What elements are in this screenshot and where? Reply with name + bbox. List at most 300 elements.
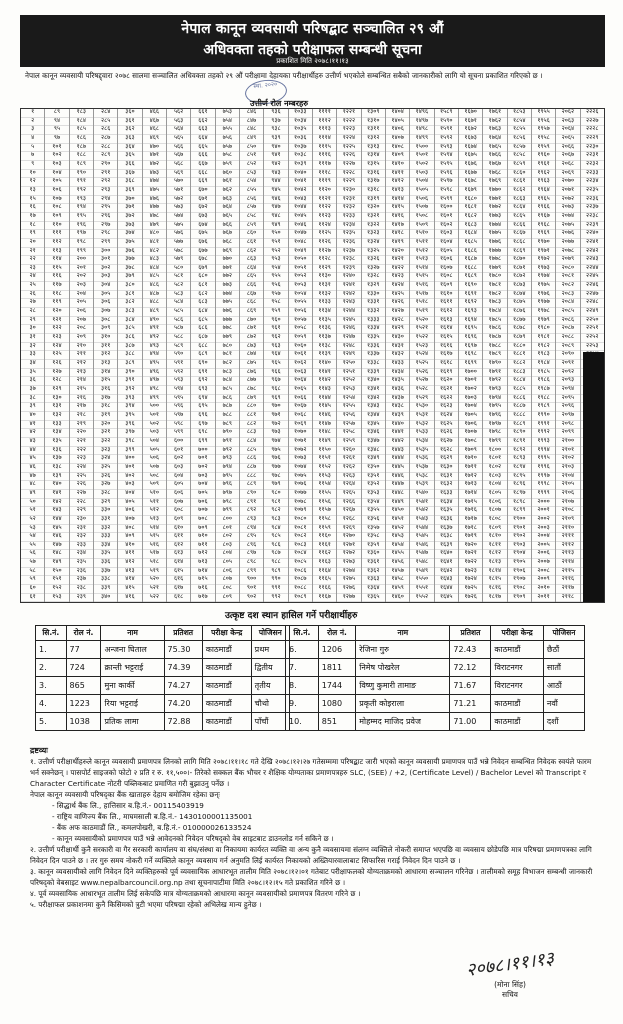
roll-number: १२५०	[337, 360, 360, 369]
roll-number: ७६१	[216, 178, 239, 187]
signatory-name: (मोना सिंह)	[494, 980, 526, 989]
roll-number: १३५	[45, 438, 68, 447]
roll-number: ९५२	[264, 248, 287, 257]
roll-number: १५९५	[435, 161, 458, 170]
roll-number: ८७४	[240, 351, 263, 360]
roll-number: ४९८	[143, 386, 166, 395]
roll-number: १८६५	[508, 213, 531, 222]
roll-number: १९०	[70, 170, 93, 179]
roll-number: ५०९	[143, 481, 166, 490]
roll-number: ९५	[45, 126, 68, 135]
roll-number: १५३३	[410, 429, 433, 438]
roll-number: १०४९	[289, 248, 312, 257]
roll-number: १३५०	[362, 464, 385, 473]
roll-number: १४२५	[386, 291, 409, 300]
roll-number: १८५६	[508, 135, 531, 144]
roll-number: ३३०	[94, 507, 117, 516]
roll-number: २००१	[532, 507, 555, 516]
roll-number: १११७	[313, 161, 336, 170]
roll-number: १५३	[45, 594, 68, 603]
roll-number: १७९७	[483, 421, 506, 430]
roll-number: ३१	[21, 334, 44, 343]
roll-number: ११६०	[313, 533, 336, 542]
roll-number: ११५५	[313, 490, 336, 499]
roll-number: १४९९	[410, 135, 433, 144]
roll-number: ३८२	[118, 299, 141, 308]
roll-number: १९८७	[532, 386, 555, 395]
roll-number: २२३३	[581, 170, 604, 179]
roll-number: १३९	[45, 473, 68, 482]
roll-number: २०९४	[556, 386, 579, 395]
roll-number: ८५४	[240, 178, 263, 187]
roll-number: ६१२	[167, 542, 190, 551]
roll-number: २०	[21, 239, 44, 248]
roll-number: १५३२	[410, 421, 433, 430]
roll-number: ८८७	[240, 464, 263, 473]
roll-number: १२४१	[337, 282, 360, 291]
roll-number: १८६३	[508, 196, 531, 205]
col-name: नाम	[356, 626, 450, 641]
roll-number: १७२१	[459, 550, 482, 559]
bank-account-2: - राष्ट्रिय वाणिज्य बैंक लि., माघमसाली ब.हि.नं.- 1430100001135001	[52, 812, 253, 821]
roll-number: ६७४	[191, 222, 214, 231]
roll-number: १२५४	[337, 395, 360, 404]
roll-number: ३३४	[94, 542, 117, 551]
cell-center: काठमाडौं	[202, 641, 251, 659]
roll-number: १७८८	[483, 343, 506, 352]
roll-number: १२७४	[337, 568, 360, 577]
roll-number: ५२०	[143, 576, 166, 585]
roll-number: १८४	[70, 118, 93, 127]
roll-column	[216, 109, 240, 602]
roll-number: ३६३	[118, 135, 141, 144]
roll-number: २०१	[70, 265, 93, 274]
roll-number: ७८९	[216, 421, 239, 430]
roll-number: १२४९	[337, 351, 360, 360]
roll-number: १४४८	[386, 490, 409, 499]
roll-number: १२४३	[337, 299, 360, 308]
roll-number: १२२७	[337, 161, 360, 170]
roll-number: ८९९	[240, 568, 263, 577]
roll-number: १२६३	[337, 473, 360, 482]
roll-number: २९९	[94, 239, 117, 248]
roll-number: १८१४	[483, 568, 506, 577]
roll-number: ३९२	[118, 386, 141, 395]
roll-number: १२७६	[337, 585, 360, 594]
roll-number: ३२८	[94, 490, 117, 499]
roll-number: ११३१	[313, 282, 336, 291]
roll-number: १२५	[45, 351, 68, 360]
roll-number: १२३०	[337, 187, 360, 196]
roll-number: ६८५	[191, 317, 214, 326]
roll-number: ८६६	[240, 282, 263, 291]
roll-number: ८०१	[216, 525, 239, 534]
roll-number: ६१६	[167, 576, 190, 585]
roll-number: १४७	[45, 542, 68, 551]
roll-number: १४१४	[386, 196, 409, 205]
roll-number: १५४०	[410, 490, 433, 499]
roll-number: ५८४	[167, 299, 190, 308]
roll-number: १८७४	[508, 291, 531, 300]
roll-number: १३५८	[362, 533, 385, 542]
roll-number: १२६	[45, 360, 68, 369]
roll-number: १३५५	[362, 507, 385, 516]
roll-number: १५१९	[410, 308, 433, 317]
roll-number: ७८७	[216, 403, 239, 412]
cell-pct: 75.30	[164, 641, 202, 659]
roll-number: ८६५	[240, 273, 263, 282]
cell-name: विष्णु कुमारी तामाङ	[356, 677, 450, 695]
roll-number: १९९	[70, 248, 93, 257]
roll-number: १११९	[313, 178, 336, 187]
stamp-text: स्था. २०२०	[253, 80, 278, 91]
roll-number: १४०	[45, 481, 68, 490]
roll-number: ३६२	[118, 126, 141, 135]
roll-number: २१८	[70, 412, 93, 421]
roll-number: १७२३	[459, 568, 482, 577]
roll-number: ५१६	[143, 542, 166, 551]
roll-number: ५४	[21, 533, 44, 542]
roll-number: १६९८	[459, 351, 482, 360]
roll-number: ११२५	[313, 230, 336, 239]
roll-number: ९५३	[264, 256, 287, 265]
roll-number: १२३८	[337, 256, 360, 265]
roll-number: २०८६	[556, 317, 579, 326]
roll-number: ७९५	[216, 473, 239, 482]
roll-number: २२१	[70, 438, 93, 447]
roll-number: १३४८	[362, 447, 385, 456]
roll-number: १३३८	[362, 360, 385, 369]
roll-number: ४१४	[118, 576, 141, 585]
roll-number: ११२८	[313, 256, 336, 265]
roll-number: २३७	[70, 576, 93, 585]
roll-number: १७१५	[459, 499, 482, 508]
roll-number: ११३७	[313, 334, 336, 343]
roll-number: १६३०	[435, 464, 458, 473]
roll-number: ४६८	[143, 126, 166, 135]
roll-number: १२४५	[337, 317, 360, 326]
roll-number: १४२९	[386, 325, 409, 334]
roll-number: १९६३	[532, 178, 555, 187]
roll-number: १२०	[45, 308, 68, 317]
roll-number: ७५९	[216, 161, 239, 170]
roll-number: ६०	[21, 585, 44, 594]
roll-number: १४४२	[386, 438, 409, 447]
roll-number: १३५३	[362, 490, 385, 499]
roll-number: १०५०	[289, 256, 312, 265]
roll-number: १६९०	[459, 282, 482, 291]
col-roll: रोल नं.	[66, 626, 101, 641]
roll-number: १२४६	[337, 325, 360, 334]
roll-number: ६०५	[167, 481, 190, 490]
roll-number: १८६९	[508, 248, 531, 257]
roll-number: ८५७	[240, 204, 263, 213]
roll-number: ९८९	[264, 568, 287, 577]
roll-number: १२१	[45, 317, 68, 326]
roll-number: ११५६	[313, 499, 336, 508]
roll-number: २२४०	[581, 230, 604, 239]
roll-column	[483, 109, 507, 602]
roll-number: २९४	[94, 196, 117, 205]
roll-number: २१९	[70, 421, 93, 430]
roll-number: १३२	[45, 412, 68, 421]
roll-number: ३७६	[118, 248, 141, 257]
roll-number: ७०२	[191, 464, 214, 473]
roll-number: १७६८	[483, 170, 506, 179]
roll-number: ३६४	[118, 144, 141, 153]
roll-number: १२८	[45, 377, 68, 386]
roll-number: १५८९	[435, 109, 458, 118]
roll-number: १०३	[45, 161, 68, 170]
roll-number: १६०९	[435, 282, 458, 291]
roll-number: ८७७	[240, 377, 263, 386]
roll-number: ३१०	[94, 334, 117, 343]
roll-number: २०९५	[556, 395, 579, 404]
roll-number: १७६४	[483, 135, 506, 144]
roll-number: १७१४	[459, 490, 482, 499]
roll-number: ७८५	[216, 386, 239, 395]
roll-number: २०६४	[556, 126, 579, 135]
roll-number: ९६०	[264, 317, 287, 326]
roll-number: ४१०	[118, 542, 141, 551]
roll-column	[508, 109, 532, 602]
roll-number: ५७३	[167, 204, 190, 213]
cell-name: प्रतिक लामा	[101, 713, 164, 731]
roll-number: १७	[21, 213, 44, 222]
roll-number: ५३	[21, 525, 44, 534]
roll-number: १८६७	[508, 230, 531, 239]
roll-number: ३८८	[118, 351, 141, 360]
roll-number: ८७२	[240, 334, 263, 343]
bank-account-1: - सिद्धार्थ बैंक लि., हात्तिसार ब.हि.नं.- 00115403919	[52, 801, 204, 810]
roll-number: १४९	[45, 559, 68, 568]
roll-number: २८	[21, 308, 44, 317]
roll-number: १९०८	[508, 585, 531, 594]
roll-number: १२६७	[337, 507, 360, 516]
roll-number: ९५५	[264, 273, 287, 282]
roll-number: २९६	[94, 213, 117, 222]
roll-number: ७७८	[216, 325, 239, 334]
roll-number: ३९३	[118, 395, 141, 404]
top-ten-table-left	[35, 625, 290, 731]
roll-number: १६८८	[459, 265, 482, 274]
roll-number: ५८९	[167, 343, 190, 352]
roll-number: ५६८	[167, 161, 190, 170]
roll-number: ५९५	[167, 395, 190, 404]
header-line-2: अधिवक्ता तहको परीक्षाफल सम्बन्धी सूचना	[203, 42, 422, 58]
roll-number: १६२२	[435, 395, 458, 404]
roll-number: ४८३	[143, 256, 166, 265]
roll-number: ९९१	[264, 585, 287, 594]
roll-number: २०८९	[556, 343, 579, 352]
roll-number: ६६८	[191, 170, 214, 179]
roll-number: १६८९	[459, 273, 482, 282]
cell-sn: 1.	[36, 641, 67, 659]
roll-number: १४३०	[386, 334, 409, 343]
roll-number: २३०	[70, 516, 93, 525]
roll-number: ८७६	[240, 369, 263, 378]
roll-number: २११	[70, 351, 93, 360]
roll-number: ५७४	[167, 213, 190, 222]
roll-number: १२३५	[337, 230, 360, 239]
roll-number: १८९१	[508, 438, 531, 447]
roll-number: ११३९	[313, 351, 336, 360]
roll-number: १९०९	[508, 594, 531, 603]
roll-number: १९७	[70, 230, 93, 239]
roll-number: १८५८	[508, 152, 531, 161]
roll-number: ४९९	[143, 395, 166, 404]
roll-number: ६८७	[191, 334, 214, 343]
roll-number: १०८०	[289, 516, 312, 525]
roll-number: २०६५	[556, 135, 579, 144]
roll-number: १३०	[45, 395, 68, 404]
roll-number: २००	[70, 256, 93, 265]
table-row	[286, 659, 585, 677]
roll-number: ९५७	[264, 291, 287, 300]
roll-number: १९१	[70, 178, 93, 187]
roll-number: १७९०	[483, 360, 506, 369]
roll-number: ५७७	[167, 239, 190, 248]
roll-number: १७८४	[483, 308, 506, 317]
roll-number: २२३७	[581, 204, 604, 213]
roll-number: १५२	[45, 585, 68, 594]
roll-number: ६०१	[167, 447, 190, 456]
note-1: १. उत्तीर्ण परीक्षार्थीहरुले कानून व्यवसायी प्रमाणपत्र लिनको लागि मिति २०७८।११।१८ गते देखि २०७८।१२।२७ गतेसम्ममा परिषद्बाट जारी भएको कानून व्यवसायी प्रमाणपत्र पाउँ भन्ने निवेदन सम्बन्धित निवेदक स्वयंले फारम भर्न सक्नेछन् । पासपोर्ट साइजको फोटो २ प्रति र रु. ११,५००।- तिरेको सक्कल बैंक भौचर र शैक्षिक योग्यताका प्रमाणपत्रहरु SLC, (SEE) / +2, (Certificate Level) / Bachelor Level को Transcript र Character Certificate नोटरी पब्लिकबाट प्रमाणित गरी बुझाउनु पर्नेछ ।	[30, 757, 592, 788]
roll-number: ४९२	[143, 334, 166, 343]
roll-number: ९००	[240, 576, 263, 585]
roll-number: २००५	[532, 542, 555, 551]
roll-number: १५९४	[435, 152, 458, 161]
roll-number: ७७७	[216, 317, 239, 326]
roll-number: ७८०	[216, 343, 239, 352]
roll-number: ३८४	[118, 317, 141, 326]
roll-number: ९४६	[264, 196, 287, 205]
roll-number: २३४	[70, 550, 93, 559]
roll-number: १६३७	[435, 525, 458, 534]
roll-number: १५२९	[410, 395, 433, 404]
roll-number: २०११	[532, 594, 555, 603]
roll-number: ४८१	[143, 239, 166, 248]
roll-number: १९७६	[532, 291, 555, 300]
roll-number: ४८०	[143, 230, 166, 239]
roll-number: ११४२	[313, 377, 336, 386]
roll-number: ४०३	[118, 481, 141, 490]
roll-number: १३३४	[362, 325, 385, 334]
roll-number: ९८०	[264, 490, 287, 499]
roll-number: २१०६	[556, 490, 579, 499]
cell-center: काठमाडौं	[202, 659, 251, 677]
roll-column	[337, 109, 361, 602]
roll-number: ५७१	[167, 187, 190, 196]
roll-number: १५४७	[410, 550, 433, 559]
roll-number: २२५१	[581, 325, 604, 334]
roll-number: ९७८	[264, 473, 287, 482]
roll-number: ७९१	[216, 438, 239, 447]
roll-number: ३८५	[118, 325, 141, 334]
roll-number: ७०७	[191, 507, 214, 516]
roll-number: ७५५	[216, 126, 239, 135]
roll-number: ४०२	[118, 473, 141, 482]
roll-number: १९५६	[532, 118, 555, 127]
roll-number: १३६२	[362, 568, 385, 577]
roll-column	[94, 109, 118, 602]
roll-number: १७८७	[483, 334, 506, 343]
roll-number: ७५७	[216, 144, 239, 153]
notes-section	[30, 745, 600, 910]
roll-number: १७९८	[483, 429, 506, 438]
roll-number: १६०२	[435, 222, 458, 231]
roll-number: २२२८	[581, 126, 604, 135]
roll-number: १८	[21, 222, 44, 231]
roll-number: १८५७	[508, 144, 531, 153]
roll-number: २०४	[70, 291, 93, 300]
roll-number: १५९३	[435, 144, 458, 153]
roll-number: ९९२	[264, 594, 287, 603]
roll-number: ५६७	[167, 152, 190, 161]
roll-number: १५१७	[410, 291, 433, 300]
roll-number: १४४९	[386, 499, 409, 508]
roll-number: २००४	[532, 533, 555, 542]
roll-number: १३३३	[362, 317, 385, 326]
top-ten-table-right	[285, 625, 585, 731]
roll-number: ५८१	[167, 273, 190, 282]
roll-number: २२४१	[581, 239, 604, 248]
roll-number: ५९१	[167, 360, 190, 369]
roll-number: ३३८	[94, 576, 117, 585]
roll-number: ७९४	[216, 464, 239, 473]
roll-number: ३७३	[118, 222, 141, 231]
roll-number: १९०६	[508, 568, 531, 577]
roll-number: १७९४	[483, 395, 506, 404]
roll-number: ११३५	[313, 317, 336, 326]
roll-number: १६१२	[435, 308, 458, 317]
roll-number: १५९१	[435, 126, 458, 135]
roll-number: २०८७	[556, 325, 579, 334]
roll-number: ८६९	[240, 308, 263, 317]
roll-number: ९६८	[264, 386, 287, 395]
roll-number: ११११	[313, 109, 336, 118]
roll-number: ३३३	[94, 533, 117, 542]
roll-number: १०४८	[289, 239, 312, 248]
roll-number: ३५	[21, 369, 44, 378]
roll-number: १०५	[45, 178, 68, 187]
roll-number: ५०५	[143, 447, 166, 456]
roll-number: १७६६	[483, 152, 506, 161]
roll-number: १८७९	[508, 334, 531, 343]
roll-number: २१११	[556, 533, 579, 542]
roll-number: १७८०	[483, 273, 506, 282]
roll-number: २९१	[94, 170, 117, 179]
roll-number: ९८३	[264, 516, 287, 525]
roll-number: ११५	[45, 265, 68, 274]
roll-number: ८६७	[240, 291, 263, 300]
roll-number: ५२	[21, 516, 44, 525]
roll-number: १६७९	[459, 187, 482, 196]
roll-number: १३४०	[362, 377, 385, 386]
roll-number: १४९७	[410, 118, 433, 127]
roll-number: १८१३	[483, 559, 506, 568]
table-row	[286, 641, 585, 659]
roll-number: १५२६	[410, 369, 433, 378]
roll-number: १०	[21, 170, 44, 179]
roll-number: ६७७	[191, 248, 214, 257]
roll-number: ५	[21, 144, 44, 153]
roll-number: १७६७	[483, 161, 506, 170]
cell-name: प्रकृती कोइराला	[356, 695, 450, 713]
roll-number: २३५	[70, 559, 93, 568]
roll-number: ५१४	[143, 525, 166, 534]
roll-number: ८४६	[240, 109, 263, 118]
